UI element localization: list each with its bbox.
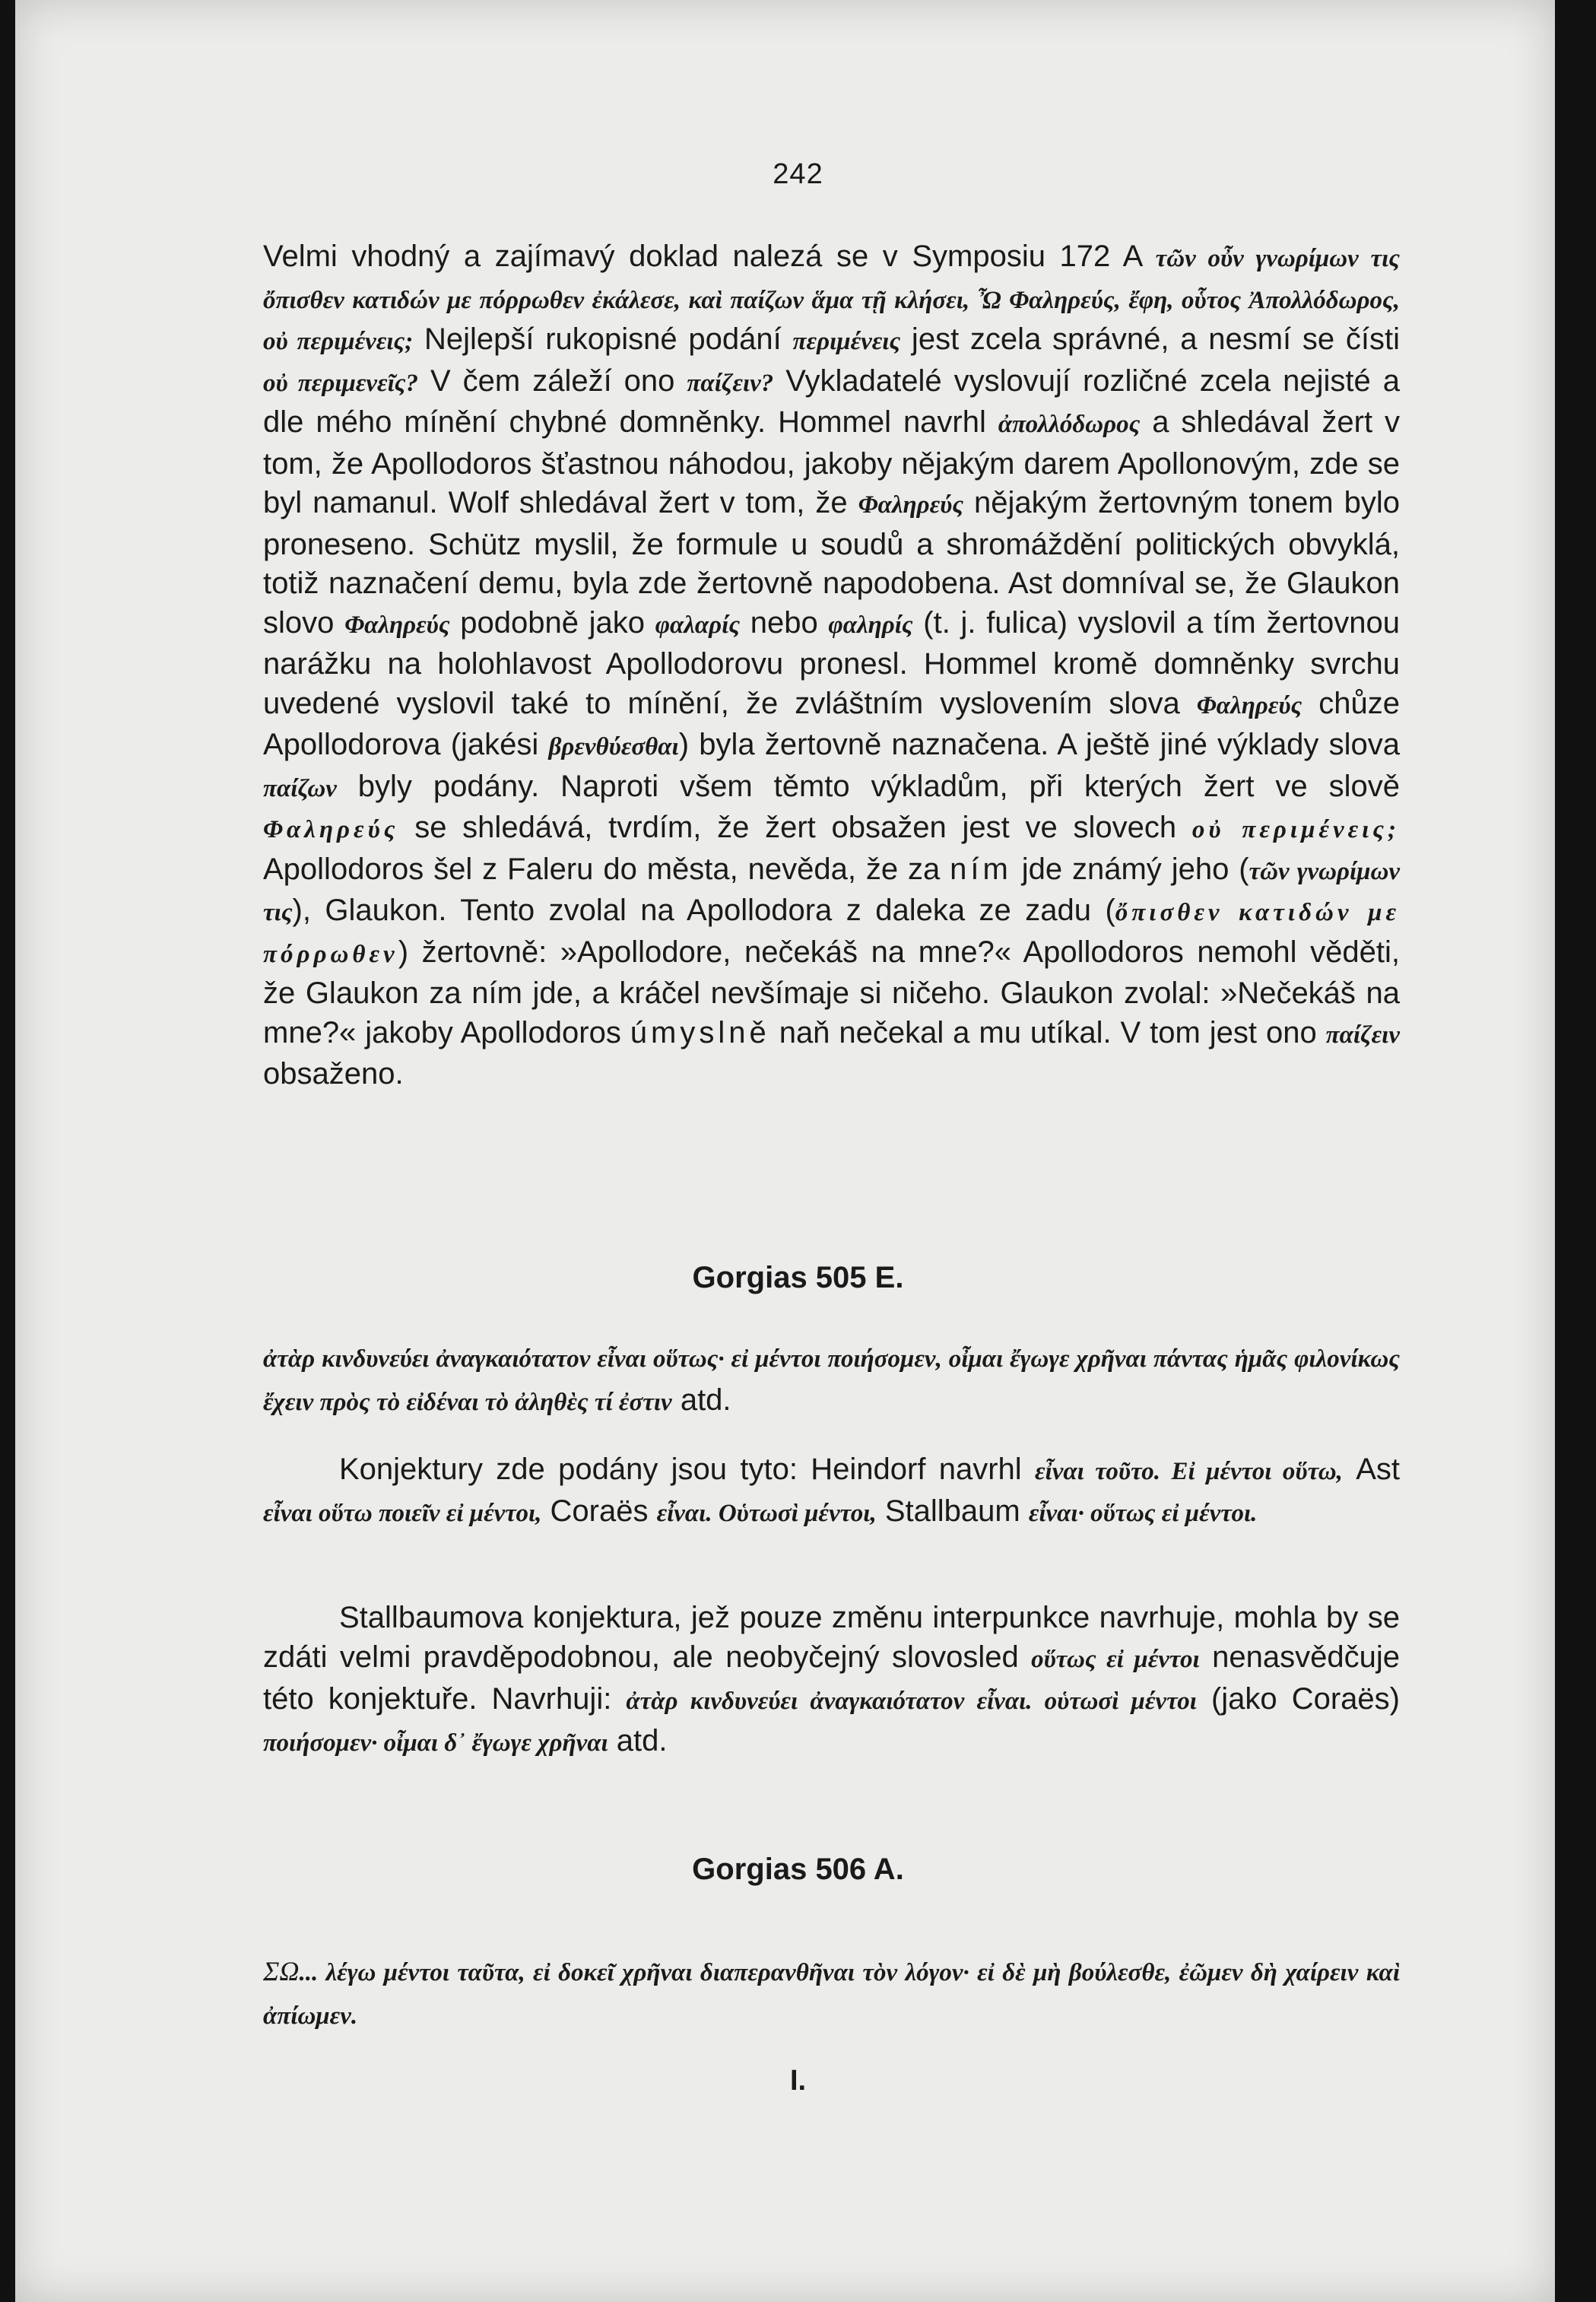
- greek-word: Φαληρεύς: [858, 491, 964, 519]
- paragraph-text: [263, 237, 1400, 1094]
- greek-word: περιμένεις: [792, 328, 901, 355]
- text-run: V čem záleží ono: [417, 364, 687, 398]
- greek-quotation-506a: [263, 1950, 1400, 2037]
- paragraph-text: [263, 1449, 1400, 1533]
- paragraph-text: [263, 1598, 1400, 1763]
- text-run: ), Glaukon. Tento zvolal na Apollodora z daleka ze zadu (: [292, 894, 1115, 927]
- text-run: Vykladatelé vyslovují rozličné zcela nejisté a dle mého mínění chybné domněnky. Hommel navrhl: [263, 364, 1400, 439]
- text-run: Stallbaum: [876, 1494, 1029, 1528]
- greek-quote: ἀτὰρ κινδυνεύει ἀναγκαιότατον εἶναι οὕτως· εἰ μέντοι ποιήσομεν, οἶμαι ἔγωγε χρῆναι πάντας ἡμᾶς φιλονίκως ἔχειν πρὸς τὸ εἰδέναι τὸ ἀληθὲς τί ἐστιν: [263, 1345, 1400, 1416]
- speaker-label: ΣΩ: [263, 1956, 300, 1986]
- greek-word: φαληρίς: [828, 611, 913, 639]
- quotation-text: [263, 1336, 1400, 1423]
- text-run: Velmi vhodný a zajímavý doklad nalezá se v Symposiu 172 A: [263, 240, 1156, 273]
- emphasized-word: úmyslně: [630, 1015, 770, 1049]
- text-run: a shledával žert v tom, že Apollodoros šťastnou náhodou, jakoby nějakým darem Apollonovým, zde se byl namanul. Wolf shledával žert v tom, že: [263, 405, 1400, 519]
- text-run: ) žertovně: »Apollodore, nečekáš na mne?« Apollodoros nemohl věděti, že Glaukon za ním jde, a kráčel nevšímaje si ničeho. Glaukon zvolal: »Nečekáš na mne?« jakoby Apollodoros: [263, 935, 1400, 1049]
- text-run: atd.: [608, 1724, 668, 1757]
- text-run: Ast: [1342, 1453, 1400, 1486]
- greek-phrase: οὕτως εἰ μέντοι: [1031, 1646, 1200, 1673]
- text-run: (t. j. fulica) vyslovil a tím žertovnou narážku na holohlavost Apollodorovu pronesl. Hommel kromě domněnky svrchu uvedené vyslovil také to mínění, že zvláštním vyslovením slova: [263, 605, 1400, 720]
- text-run: se shledává, tvrdím, že žert obsažen jest ve slovech: [398, 811, 1192, 844]
- text-run: nebo: [740, 605, 829, 640]
- greek-quote: ... λέγω μέντοι ταῦτα, εἰ δοκεῖ χρῆναι διαπερανθῆναι τὸν λόγον· εἰ δὲ μὴ βούλεσθε, ἐῶμεν δὴ χαίρειν καὶ ἀπίωμεν.: [263, 1959, 1400, 2030]
- greek-word: παίζειν?: [687, 369, 774, 397]
- section-heading-gorgias-506a: Gorgias 506 A.: [692, 1853, 904, 1886]
- greek-phrase: οὐ περιμένεις;: [1191, 816, 1401, 843]
- greek-word: οὐ περιμενεῖς?: [263, 369, 418, 397]
- text-run: naň nečekal a mu utíkal. V tom jest ono: [769, 1015, 1326, 1049]
- text-run: chůze Apollodorova (jakési: [263, 686, 1400, 761]
- quotation-text: [263, 1950, 1400, 2037]
- greek-phrase: ὄπισθεν κατιδών με πόρρωθεν: [263, 899, 1400, 968]
- greek-phrase: ποιήσομεν· οἶμαι δ᾽ ἔγωγε χρῆναι: [263, 1729, 608, 1757]
- text-run: atd.: [671, 1383, 731, 1417]
- text-run: Stallbaumova konjektura, jež pouze změnu interpunkce navrhuje, mohla by se zdáti velmi pravděpodobnou, ale neobyčejný slovosled: [263, 1601, 1400, 1674]
- text-run: ) byla žertovně naznačena. A ještě jiné výklady slova: [678, 728, 1400, 761]
- greek-phrase: ἀτὰρ κινδυνεύει ἀναγκαιότατον εἶναι. οὑτωσὶ μέντοι: [626, 1688, 1197, 1715]
- text-run: nějakým žertovným tonem bylo proneseno. Schütz myslil, že formule u soudů a shromáždění politických obvyklá, totiž naznačení demu, byla zde žertovně napodobena. Ast domníval se, že Glaukon slovo: [263, 486, 1400, 640]
- text-run: Apollodoros šel z Faleru do města, nevěda, že za: [263, 852, 950, 886]
- text-run: byly podány. Naproti všem těmto výkladům, při kterých žert ve slově: [336, 769, 1400, 803]
- greek-word: παίζειν: [1325, 1021, 1400, 1049]
- text-run: jde známý jeho (: [1011, 852, 1249, 886]
- greek-phrase: εἶναι οὕτω ποιεῖν εἰ μέντοι,: [263, 1500, 542, 1527]
- greek-word: φαλαρίς: [655, 611, 741, 639]
- section-heading-gorgias-505e: Gorgias 505 E.: [692, 1261, 904, 1294]
- greek-word: Φαληρεύς: [263, 816, 399, 843]
- page-number: 242: [773, 158, 823, 190]
- emphasized-word: ním: [950, 852, 1012, 886]
- footer-mark: I.: [789, 2065, 807, 2097]
- greek-quote: τῶν οὖν γνωρίμων τις ὄπισθεν κατιδών με πόρρωθεν ἐκάλεσε, καὶ παίζων ἅμα τῇ κλήσει, Ὦ Φαληρεύς, ἔφη, οὗτος Ἀπολλόδωρος, οὐ περιμένεις;: [263, 245, 1401, 355]
- greek-word: παίζων: [263, 774, 337, 802]
- text-run: (jako Coraës): [1196, 1682, 1400, 1716]
- greek-word: ἀπολλόδωρος: [998, 411, 1141, 438]
- text-run: obsaženo.: [263, 1057, 404, 1091]
- text-run: Nejlepší rukopisné podání: [413, 322, 793, 356]
- greek-phrase: εἶναι· οὕτως εἰ μέντοι.: [1028, 1500, 1258, 1527]
- text-run: podobně jako: [449, 605, 655, 640]
- greek-phrase: εἶναι τοῦτο. Εἰ μέντοι οὕτω,: [1035, 1458, 1343, 1485]
- text-run: jest zcela správné, a nesmí se čísti: [900, 322, 1401, 356]
- greek-phrase: τῶν γνωρίμων τις: [263, 857, 1400, 926]
- greek-word: Φαληρεύς: [344, 611, 450, 639]
- greek-quotation-505e: [263, 1336, 1400, 1423]
- greek-phrase: εἶναι. Οὑτωσὶ μέντοι,: [656, 1500, 877, 1527]
- greek-word: βρενθύεσθαι: [548, 733, 679, 760]
- paragraph-conjectures: [263, 1449, 1400, 1533]
- paragraph-stallbaum: [263, 1598, 1400, 1763]
- paragraph-symposium: [263, 237, 1400, 1094]
- text-run: Konjektury zde podány jsou tyto: Heindorf navrhl: [339, 1453, 1036, 1486]
- text-run: nenasvědčuje této konjektuře. Navrhuji:: [263, 1640, 1400, 1716]
- text-run: Coraës: [541, 1494, 657, 1528]
- greek-word: Φαληρεύς: [1196, 691, 1303, 719]
